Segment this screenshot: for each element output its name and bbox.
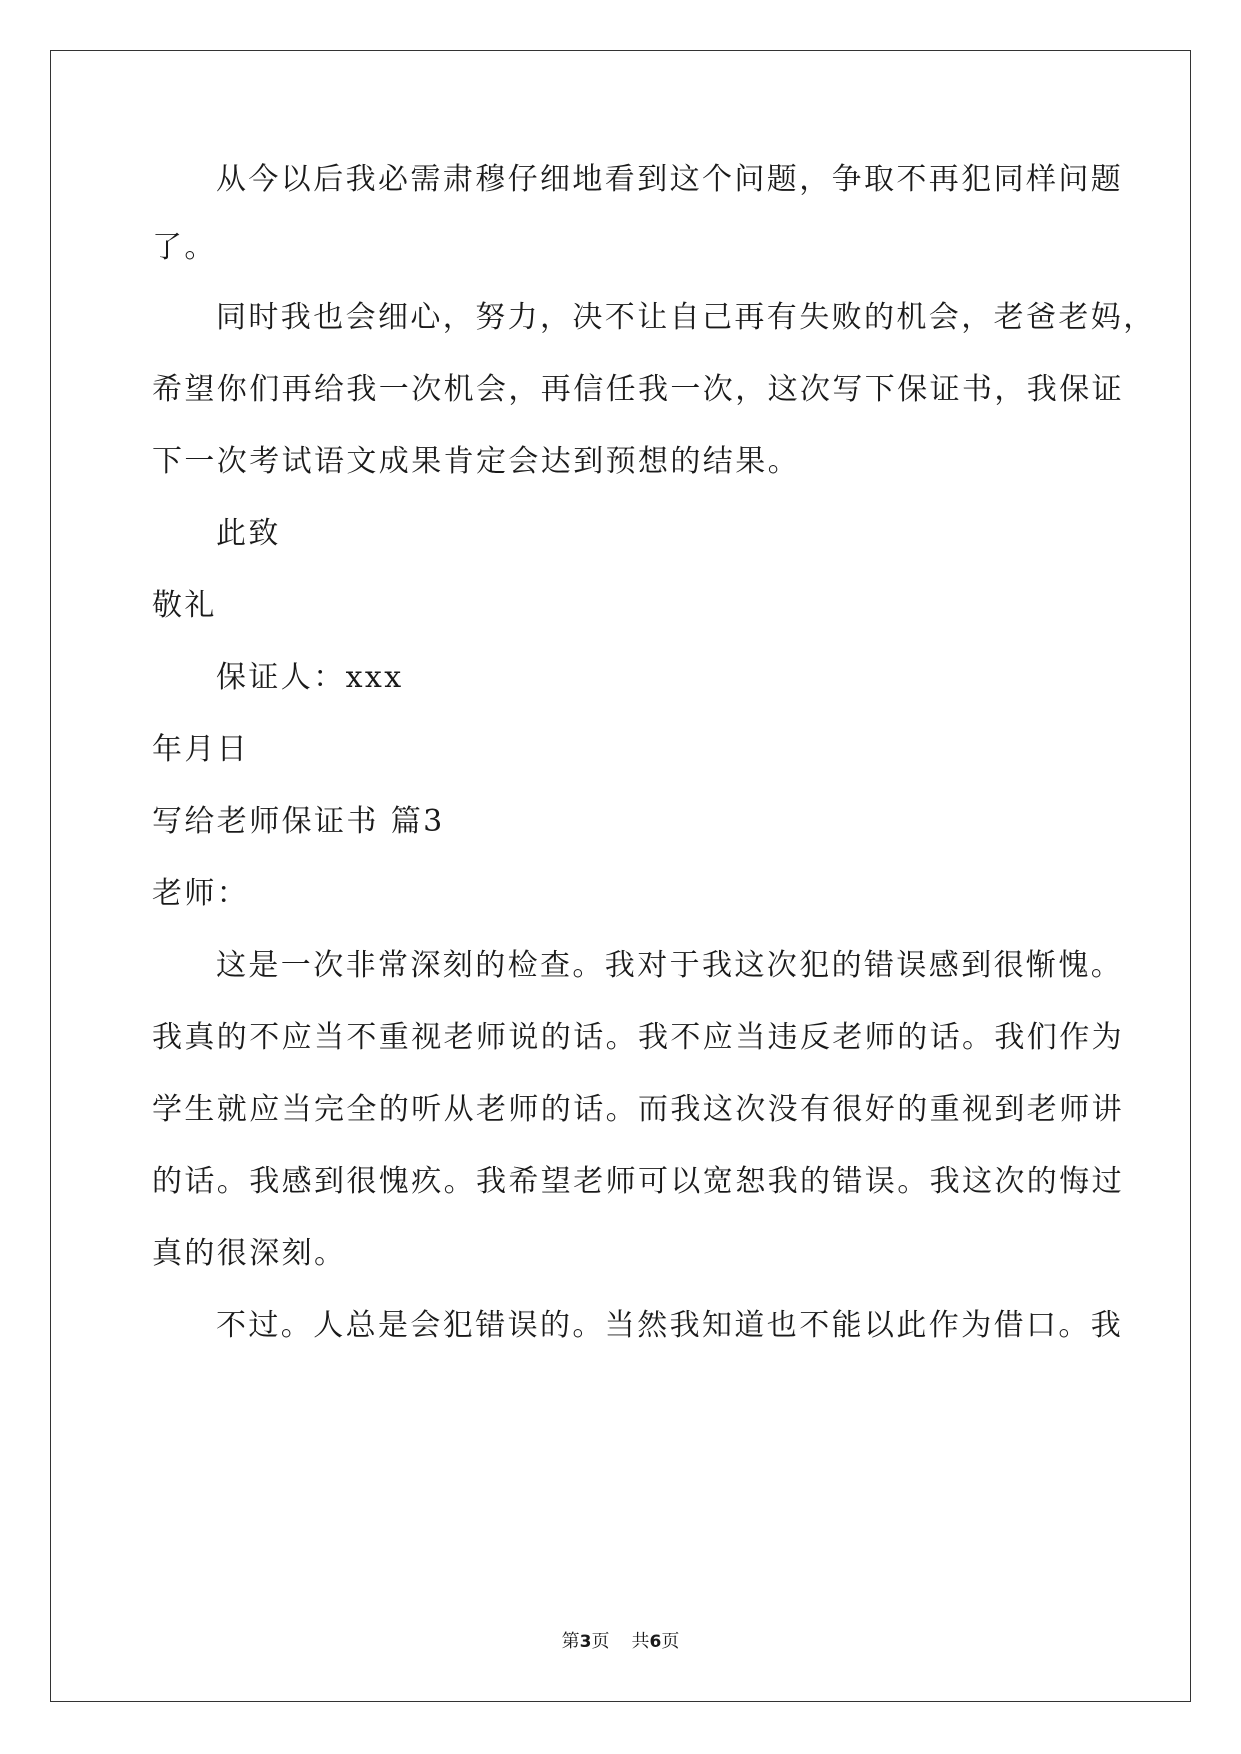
paragraph-line: 不过。人总是会犯错误的。当然我知道也不能以此作为借口。我	[216, 1308, 1124, 1343]
total-prefix: 共	[631, 1631, 650, 1652]
paragraph-line: 的话。我感到很愧疚。我希望老师可以宽恕我的错误。我这次的悔过	[152, 1164, 1124, 1199]
total-suffix: 页	[661, 1631, 680, 1652]
page-suffix: 页	[591, 1631, 610, 1652]
closing-regards: 敬礼	[152, 588, 217, 623]
addressee-line: 老师：	[152, 876, 250, 911]
paragraph-line: 下一次考试语文成果肯定会达到预想的结果。	[152, 444, 800, 479]
paragraph-line: 从今以后我必需肃穆仔细地看到这个问题，争取不再犯同样问题	[216, 162, 1124, 197]
closing-salutation: 此致	[216, 516, 281, 551]
paragraph-line: 真的很深刻。	[152, 1236, 347, 1271]
page-prefix: 第	[561, 1631, 580, 1652]
paragraph-line: 了。	[152, 230, 217, 265]
paragraph-line: 希望你们再给我一次机会，再信任我一次，这次写下保证书，我保证	[152, 372, 1124, 407]
total-pages: 6	[649, 1632, 662, 1652]
page-number: 3	[579, 1632, 592, 1652]
date-line: 年月日	[152, 732, 250, 767]
section-heading: 写给老师保证书 篇3	[152, 804, 445, 839]
guarantor-signature: 保证人：xxx	[216, 660, 404, 695]
paragraph-line: 学生就应当完全的听从老师的话。而我这次没有很好的重视到老师讲	[152, 1092, 1124, 1127]
paragraph-line: 这是一次非常深刻的检查。我对于我这次犯的错误感到很惭愧。	[216, 948, 1124, 983]
paragraph-line: 我真的不应当不重视老师说的话。我不应当违反老师的话。我们作为	[152, 1020, 1124, 1055]
page-footer	[0, 1630, 1241, 1654]
paragraph-line: 同时我也会细心，努力，决不让自己再有失败的机会，老爸老妈，	[216, 300, 1156, 335]
